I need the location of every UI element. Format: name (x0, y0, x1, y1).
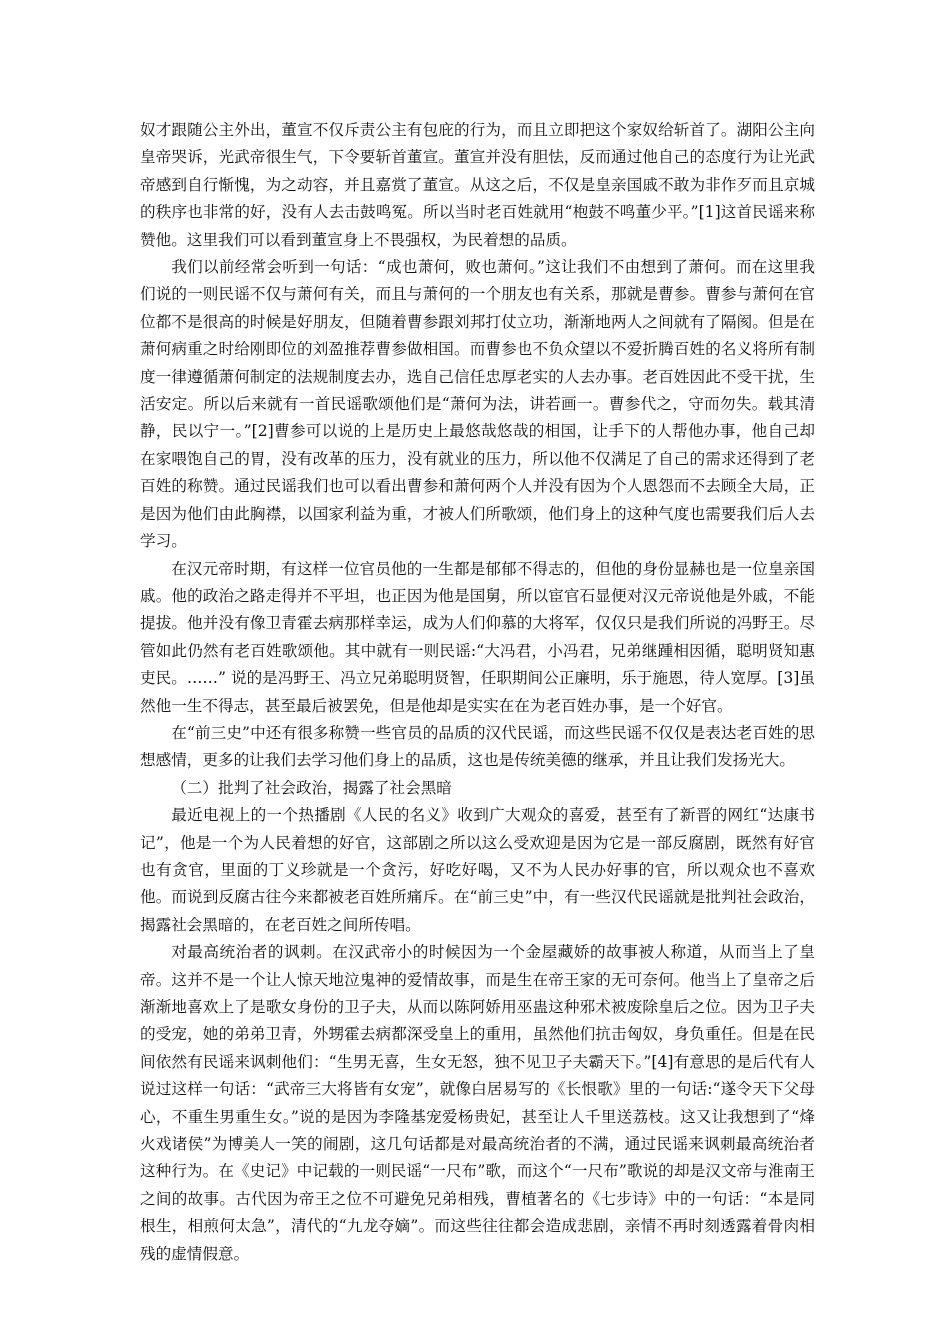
paragraph-tv-drama: 最近电视上的一个热播剧《人民的名义》收到广大观众的喜爱，甚至有了新晋的网红“达康书记”，他是一个为人民着想的好官，这部剧之所以这么受欢迎是因为它是一部反腐剧，既然有好官也有贪官，里面的丁义珍就是一个贪污，好吃好喝，又不为人民办好事的官，所以观众也不喜欢他。而说到反腐古往今来都被老百姓所痛斥。在“前三史”中，有一些汉代民谣就是批判社会政治，揭露社会黑暗的，在老百姓之间所传唱。 (140, 806, 815, 934)
paragraph-summary: 在“前三史”中还有很多称赞一些官员的品质的汉代民谣，而这些民谣不仅仅是表达老百姓的思想感情，更多的让我们去学习他们身上的品质，这也是传统美德的继承，并且让我们发扬光大。 (140, 723, 815, 770)
paragraph-xiao-he-cao-can: 我们以前经常会听到一句话：“成也萧何，败也萧何。”这让我们不由想到了萧何。而在这里我们说的一则民谣不仅与萧何有关，而且与萧何的一个朋友也有关系，那就是曹参。曹参与萧何在官位都不是很高的时候是好朋友，但随着曹参跟刘邦打仗立功，渐渐地两人之间就有了隔阂。但是在萧何病重之时给刚即位的刘盈推荐曹参做相国。而曹参也不负众望以不爱折腾百姓的名义将所有制度一律遵循萧何制定的法规制度去办，选自己信任忠厚老实的人去办事。老百姓因此不受干扰，生活安定。所以后来就有一首民谣歌颂他们是“萧何为法，讲若画一。曹参代之，守而勿失。载其清静，民以宁一。”[2]曹参可以说的上是历史上最悠哉悠哉的相国，让手下的人帮他办事，他自己却在家喂饱自己的胃，没有改革的压力，没有就业的压力，所以他不仅满足了自己的需求还得到了老百姓的称赞。通过民谣我们也可以看出曹参和萧何两个人并没有因为个人恩怨而不去顾全大局，正是因为他们由此胸襟，以国家利益为重，才被人们所歌颂，他们身上的这种气度也需要我们后人去学习。 (140, 258, 815, 551)
paragraph-continuation: 奴才跟随公主外出，董宣不仅斥责公主有包庇的行为，而且立即把这个家奴给斩首了。湖阳公主向皇帝哭诉，光武帝很生气，下令要斩首董宣。董宣并没有胆怯，反而通过他自己的态度行为让光武帝感到自行惭愧，为之动容，并且嘉赏了董宣。从这之后，不仅是皇亲国戚不敢为非作歹而且京城的秩序也非常的好，没有人去击鼓鸣冤。所以当时老百姓就用“枹鼓不鸣董少平。”[1]这首民谣来称赞他。这里我们可以看到董宣身上不畏强权，为民着想的品质。 (140, 121, 815, 249)
paragraph-emperor-satire: 对最高统治者的讽刺。在汉武帝小的时候因为一个金屋藏娇的故事被人称道，从而当上了皇帝。这并不是一个让人惊天地泣鬼神的爱情故事，而是生在帝王家的无可奈何。他当上了皇帝之后渐渐地喜欢上了是歌女身份的卫子夫，从而以陈阿娇用巫蛊这种邪术被废除皇后之位。因为卫子夫的受宠，她的弟弟卫青，外甥霍去病都深受皇上的重用，虽然他们抗击匈奴，身负重任。但是在民间依然有民谣来讽刺他们：“生男无喜，生女无怒，独不见卫子夫霸天下。”[4]有意思的是后代有人说过这样一句话：“武帝三大将皆有女宠”，就像白居易写的《长恨歌》里的一句话:“遂令天下父母心，不重生男重生女。”说的是因为李隆基宠爱杨贵妃，甚至让人千里送荔枝。这又让我想到了“烽火戏诸侯”为博美人一笑的闹剧，这几句话都是对最高统治者的不满，通过民谣来讽刺最高统治者这种行为。在《史记》中记载的一则民谣“一尺布”歌，而这个“一尺布”歌说的却是汉文帝与淮南王之间的故事。古代因为帝王之位不可避免兄弟相残，曹植著名的《七步诗》中的一句话：“本是同根生，相煎何太急”，清代的“九龙夺嫡”。而这些往往都会造成悲剧，亲情不再时刻透露着骨肉相残的虚情假意。 (140, 943, 815, 1263)
section-heading: （二）批判了社会政治，揭露了社会黑暗 (171, 778, 452, 797)
document-page (140, 117, 815, 1268)
paragraph-feng-ye-wang: 在汉元帝时期，有这样一位官员他的一生都是郁郁不得志的，但他的身份显赫也是一位皇亲国戚。他的政治之路走得并不平坦，也正因为他是国舅，所以宦官石显便对汉元帝说他是外戚，不能提拔。他并没有像卫青霍去病那样幸运，成为人们仰慕的大将军，仅仅只是我们所说的冯野王。尽管如此仍然有老百姓歌颂他。其中就有一则民谣:“大冯君，小冯君，兄弟继踵相因循，聪明贤知惠吏民。……” 说的是冯野王、冯立兄弟聪明贤智，任职期间公正廉明，乐于施恩，待人宽厚。[3]虽然他一生不得志，甚至最后被罢免，但是他却是实实在在为老百姓办事，是一个好官。 (140, 559, 815, 715)
